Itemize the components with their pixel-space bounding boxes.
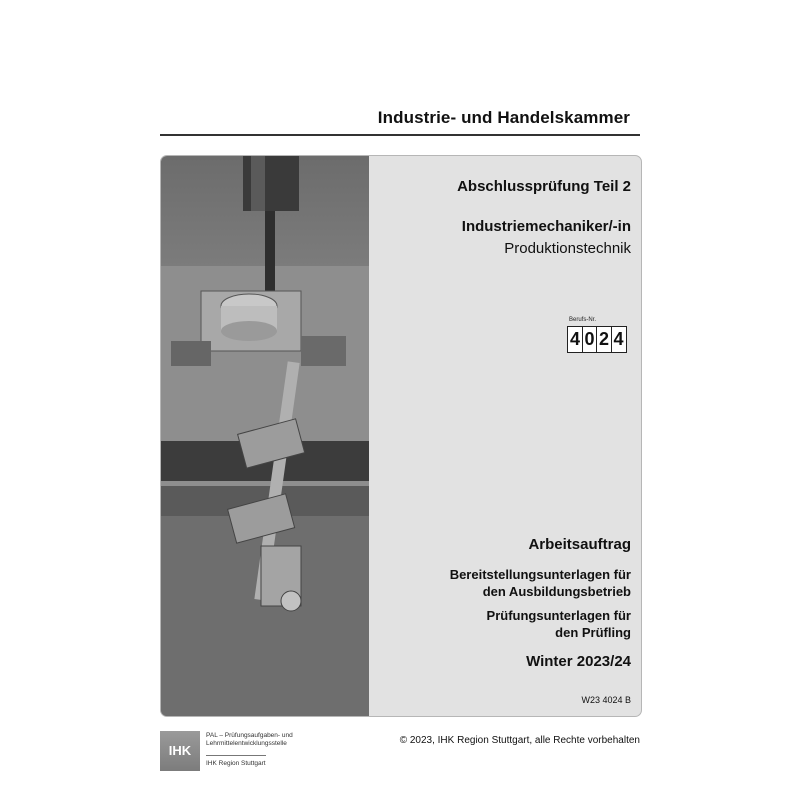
occupation-digit: 0 (582, 326, 598, 353)
provision-documents (450, 566, 631, 600)
specialization: Produktionstechnik (504, 240, 631, 257)
document-code: W23 4024 B (581, 695, 631, 705)
occupation-number-label: Berufs-Nr. (569, 317, 597, 323)
occupation-digit: 4 (567, 326, 583, 353)
exam-season: Winter 2023/24 (526, 653, 631, 670)
occupation-digit: 2 (596, 326, 612, 353)
occupation-number-box (567, 316, 631, 356)
ihk-pal-logo (160, 731, 320, 771)
chamber-title: Industrie- und Handelskammer (377, 108, 630, 127)
occupation-digit: 4 (611, 326, 627, 353)
header-divider (160, 134, 640, 136)
pal-line-2: Lehrmittelentwicklungsstelle (206, 740, 287, 747)
logo-divider (206, 755, 266, 756)
exam-documents (487, 607, 631, 641)
pal-line-1: PAL – Prüfungsaufgaben- und (206, 732, 293, 739)
profession-title: Industriemechaniker/-in (461, 218, 631, 235)
cover-card (160, 155, 642, 717)
exam-title: Abschlussprüfung Teil 2 (457, 178, 631, 195)
exam-docs-line-2: den Prüfling (555, 625, 631, 640)
machining-photo-illustration (161, 156, 369, 716)
copyright-notice: © 2023, IHK Region Stuttgart, alle Rechte vorbehalten (399, 735, 640, 746)
provision-line-2: den Ausbildungsbetrieb (482, 584, 631, 599)
machining-photo (161, 156, 369, 716)
exam-docs-line-1: Prüfungsunterlagen für (486, 608, 631, 623)
pal-logo-text (206, 732, 293, 748)
provision-line-1: Bereitstellungsunterlagen für (449, 567, 631, 582)
ihk-logo-box: IHK (160, 731, 200, 771)
ihk-region-text: IHK Region Stuttgart (206, 760, 266, 767)
task-title: Arbeitsauftrag (528, 536, 631, 553)
